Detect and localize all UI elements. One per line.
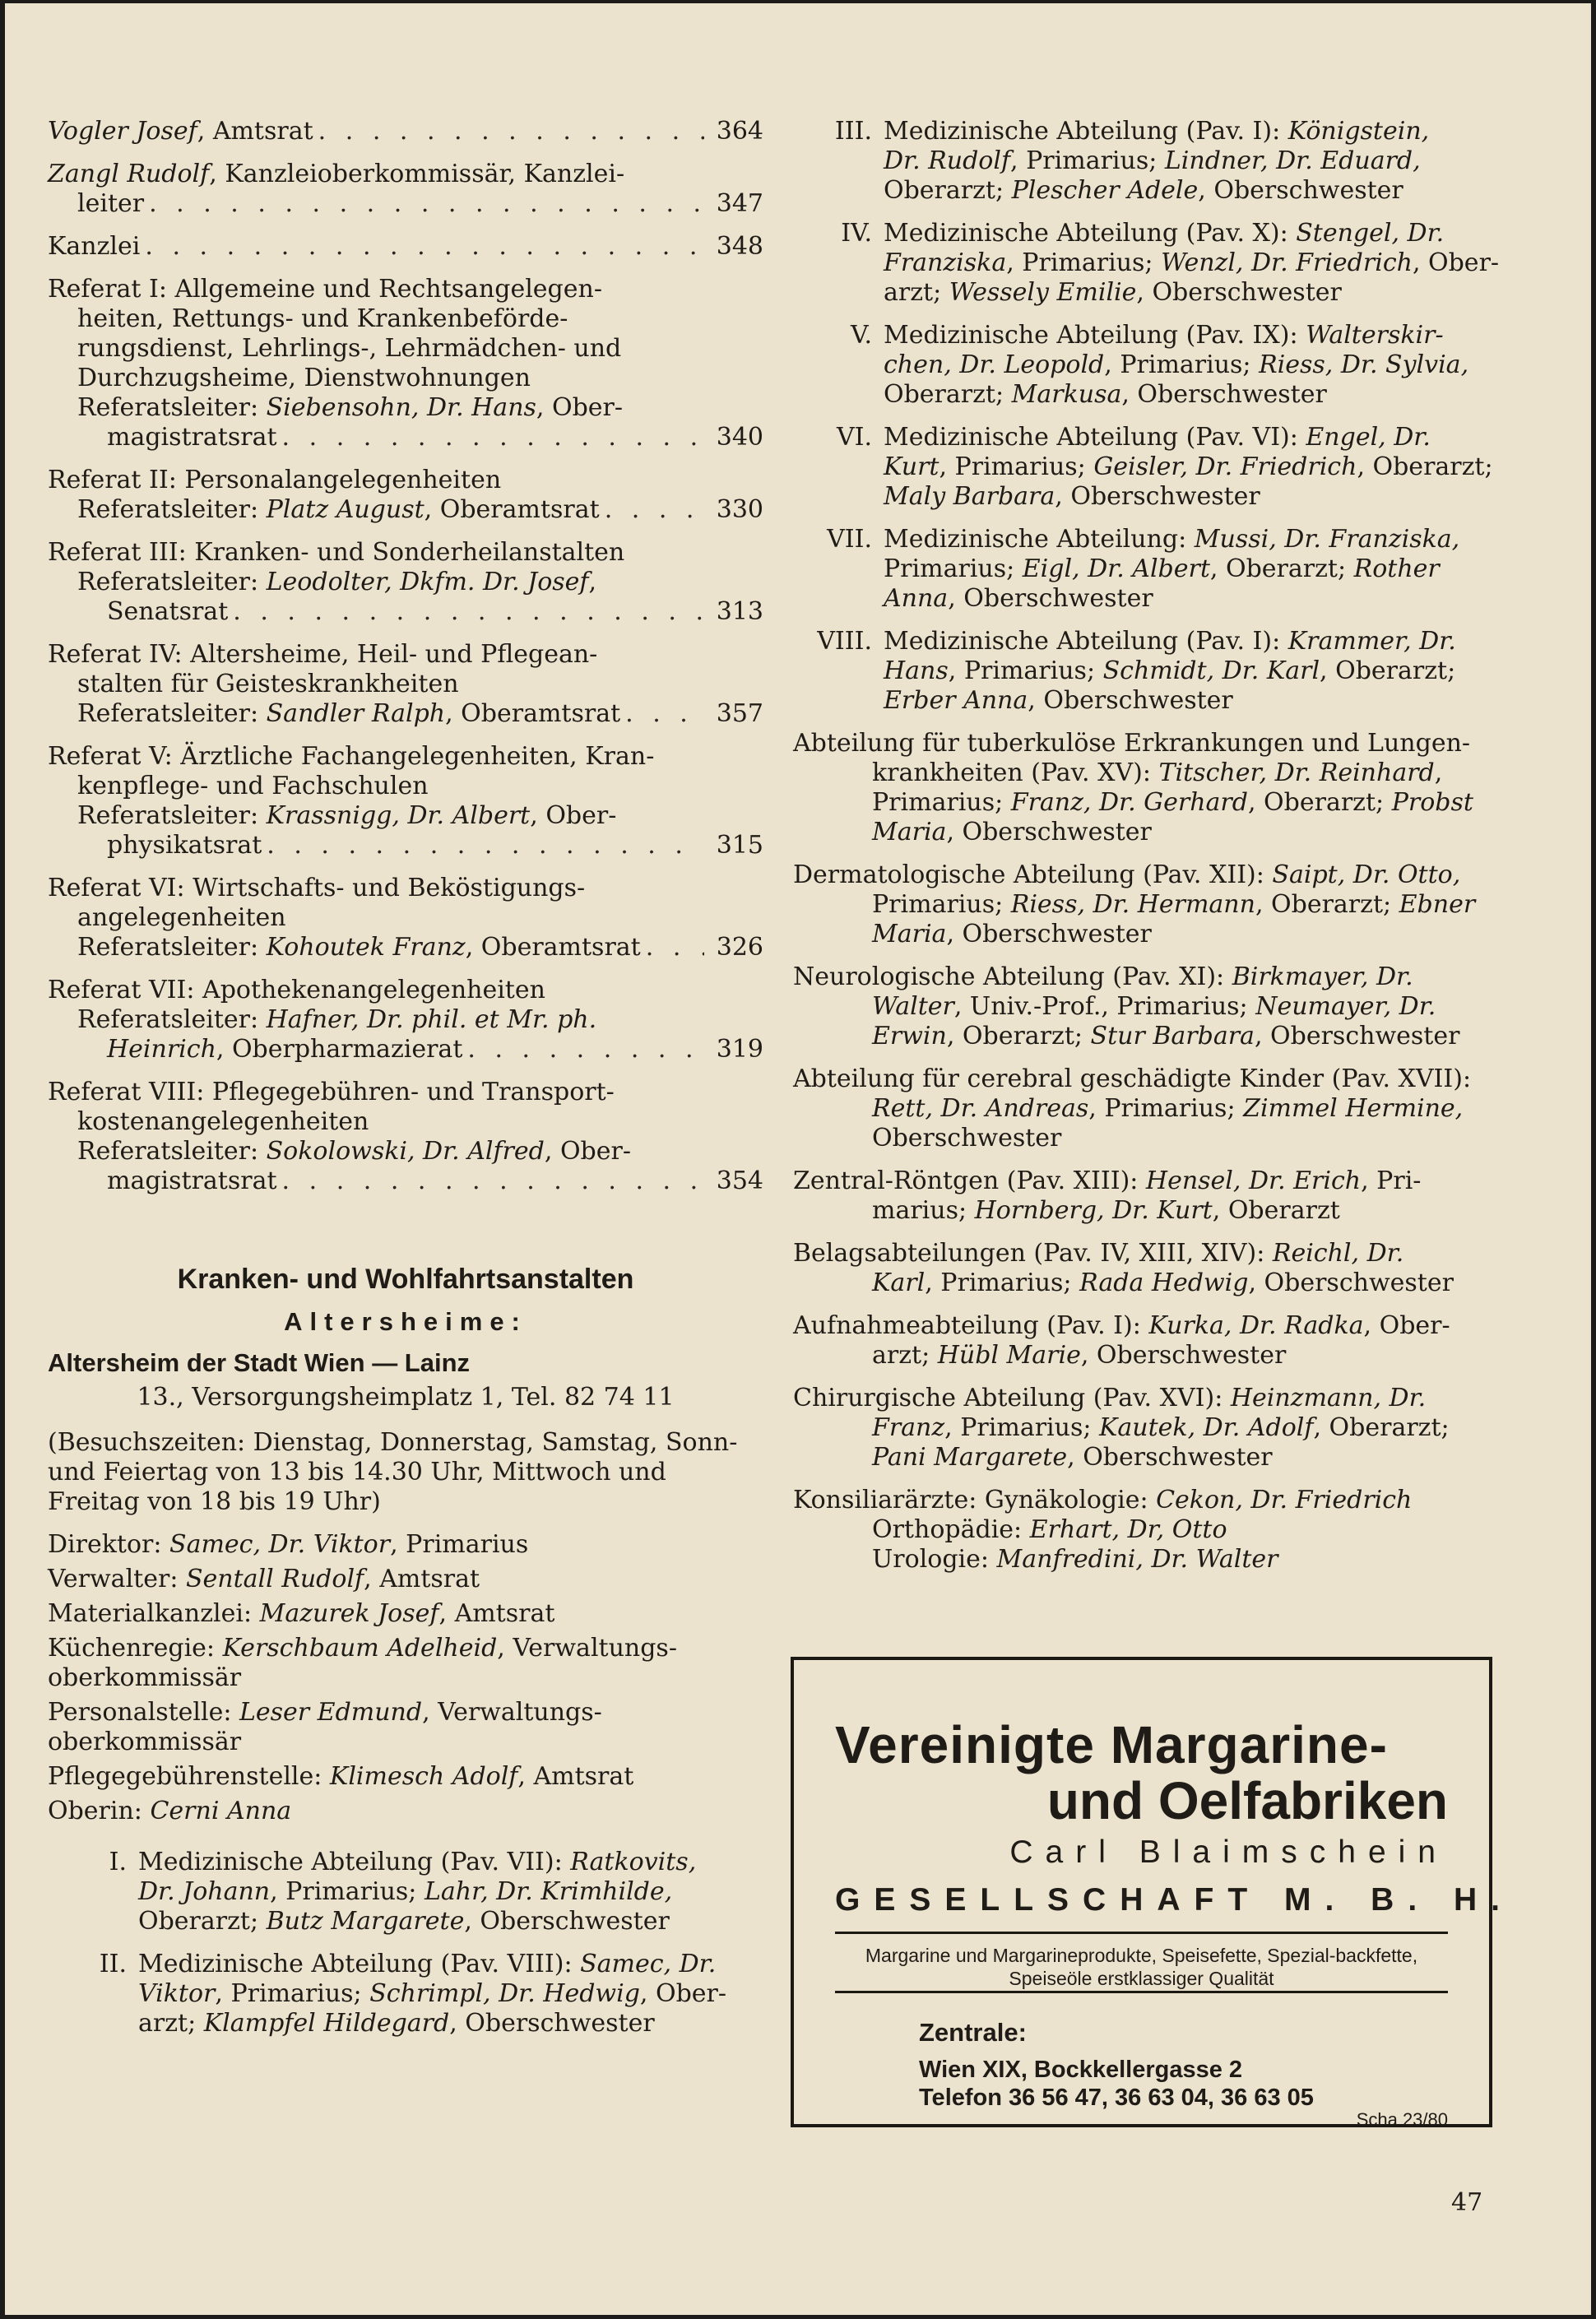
department-entry	[793, 219, 1509, 308]
person-name: Karl	[872, 1268, 926, 1297]
person-name: Plescher Adele	[1011, 176, 1199, 205]
ad-hq-label: Zentrale:	[919, 2018, 1027, 2047]
other-line: Oberschwester	[872, 1124, 1062, 1153]
person-name: Heinzmann, Dr.	[1230, 1384, 1427, 1412]
person-name: Hans	[884, 656, 949, 685]
staff-line: Küchenregie: Kerschbaum Adelheid, Verwaltungs-	[48, 1634, 677, 1663]
department-line: Oberarzt; Butz Margarete, Oberschwester	[138, 1907, 670, 1936]
spacer	[48, 1831, 763, 1848]
leader-line	[48, 189, 763, 219]
other-line: arzt; Hübl Marie, Oberschwester	[872, 1341, 1287, 1370]
dot-leader	[282, 423, 704, 452]
person-name: Dr. Rudolf	[884, 146, 1011, 175]
other-line: Zentral-Röntgen (Pav. XIII): Hensel, Dr. Erich, Pri-	[793, 1166, 1422, 1195]
referat-title: Referat III: Kranken- und Sonderheilanstalten	[48, 538, 625, 567]
staff-line: Pflegegebührenstelle: Klimesch Adolf, Amtsrat	[48, 1762, 634, 1791]
department-number: VII.	[827, 525, 872, 554]
department-number: VIII.	[817, 627, 872, 656]
referat-title-cont: angelegenheiten	[77, 903, 286, 932]
person-name: Neumayer, Dr.	[1255, 992, 1436, 1021]
person-name: Pani Margarete	[872, 1443, 1068, 1472]
index-entry	[48, 160, 763, 219]
person-name: Ratkovits,	[570, 1848, 697, 1876]
index-entry	[48, 640, 763, 729]
ad-divider	[835, 1991, 1448, 1993]
person-name: Mazurek Josef	[259, 1599, 439, 1628]
dot-leader	[318, 117, 704, 146]
person-name: Erhart, Dr, Otto	[1029, 1515, 1227, 1544]
dot-leader	[233, 597, 704, 627]
referatsleiter-line: Referatsleiter: Leodolter, Dkfm. Dr. Josef,	[77, 568, 597, 596]
page-ref: 330	[716, 495, 763, 524]
department-line: Maly Barbara, Oberschwester	[884, 482, 1260, 511]
department-number: II.	[99, 1950, 127, 1978]
person-name: Probst	[1391, 788, 1473, 817]
person-name: Rother	[1353, 554, 1440, 583]
department-body	[138, 1848, 763, 1936]
advertisement-box	[791, 1657, 1514, 2130]
department-line: Franziska, Primarius; Wenzl, Dr. Friedrich, Ober-	[884, 248, 1500, 277]
staff-line: Direktor: Samec, Dr. Viktor, Primarius	[48, 1530, 529, 1559]
department-line: Anna, Oberschwester	[884, 584, 1153, 613]
department-number: IV.	[841, 219, 872, 248]
staff-entry	[48, 1797, 763, 1826]
visiting-line: und Feiertag von 13 bis 14.30 Uhr, Mittwoch und	[48, 1458, 666, 1486]
person-name: Manfredini, Dr. Walter	[996, 1545, 1278, 1574]
person-name: Walter	[872, 992, 954, 1021]
other-line: Abteilung für tuberkulöse Erkrankungen und Lungen-	[793, 729, 1471, 758]
person-name: Heinrich	[107, 1035, 216, 1064]
index-entry	[48, 275, 763, 452]
leader-line	[48, 831, 763, 860]
staff-line-cont: oberkommissär	[48, 1663, 242, 1692]
person-name: Viktor	[138, 1979, 216, 2008]
person-name: Sandler Ralph	[266, 699, 446, 728]
person-name: Cerni Anna	[150, 1797, 292, 1825]
other-line: Abteilung für cerebral geschädigte Kinder (Pav. XVII):	[793, 1064, 1472, 1093]
index-entry	[48, 117, 763, 146]
other-entry	[793, 1239, 1509, 1298]
index-entry	[48, 466, 763, 525]
department-line: Medizinische Abteilung (Pav. VIII): Samec, Dr.	[138, 1950, 717, 1978]
person-name: Riess, Dr. Sylvia,	[1259, 350, 1469, 379]
department-line: Medizinische Abteilung (Pav. I): Königstein,	[884, 117, 1430, 146]
person-name: Franz	[872, 1413, 945, 1442]
department-body	[884, 219, 1509, 308]
leader-line	[48, 1035, 763, 1064]
department-number: I.	[109, 1848, 127, 1876]
person-name: Kerschbaum Adelheid	[222, 1634, 498, 1663]
person-name: Wenzl, Dr. Friedrich	[1161, 248, 1413, 277]
page-ref: 347	[716, 189, 763, 218]
other-line: Orthopädie: Erhart, Dr, Otto	[872, 1515, 1227, 1544]
department-line: Dr. Johann, Primarius; Lahr, Dr. Krimhilde,	[138, 1877, 673, 1906]
person-name: Klampfel Hildegard	[203, 2009, 450, 2038]
department-body	[138, 1950, 763, 2038]
leader-line	[48, 117, 763, 146]
department-line: Medizinische Abteilung: Mussi, Dr. Franziska,	[884, 525, 1460, 554]
staff-line: Personalstelle: Leser Edmund, Verwaltungs-	[48, 1698, 602, 1727]
ad-code: Scha 23/80	[1356, 2109, 1448, 2130]
leader-text: Senatsrat	[107, 597, 229, 626]
index-entry	[48, 976, 763, 1064]
department-line: Hans, Primarius; Schmidt, Dr. Karl, Oberarzt;	[884, 656, 1456, 685]
department-body	[884, 627, 1509, 716]
referatsleiter-line: Referatsleiter: Siebensohn, Dr. Hans, Ober-	[77, 393, 624, 422]
referat-title: Referat V: Ärztliche Fachangelegenheiten, Kran-	[48, 742, 655, 771]
person-name: Franziska	[884, 248, 1007, 277]
person-name: Lindner, Dr. Eduard,	[1164, 146, 1421, 175]
person-name: Birkmayer, Dr.	[1232, 962, 1413, 991]
page-ref: 364	[716, 117, 763, 146]
person-name: Königstein,	[1287, 117, 1430, 146]
other-line: Belagsabteilungen (Pav. IV, XIII, XIV): Reichl, Dr.	[793, 1239, 1404, 1268]
leader-text: physikatsrat	[107, 831, 262, 860]
person-name: Geisler, Dr. Friedrich	[1093, 452, 1357, 481]
index-entry	[48, 1078, 763, 1196]
person-name: Samec, Dr.	[580, 1950, 717, 1978]
person-name: Cekon, Dr. Friedrich	[1156, 1486, 1413, 1514]
other-line: Pani Margarete, Oberschwester	[872, 1443, 1273, 1472]
department-line: Medizinische Abteilung (Pav. VII): Ratkovits,	[138, 1848, 697, 1876]
ad-owner: Carl Blaimschein	[1009, 1834, 1448, 1870]
index-entry	[48, 232, 763, 262]
leader-text: magistratsrat	[107, 1166, 277, 1195]
department-line: Dr. Rudolf, Primarius; Lindner, Dr. Eduard,	[884, 146, 1421, 175]
person-name: Krammer, Dr.	[1287, 627, 1456, 656]
department-line: Medizinische Abteilung (Pav. X): Stengel, Dr.	[884, 219, 1445, 248]
person-name: Wessely Emilie	[949, 278, 1137, 307]
department-line: Medizinische Abteilung (Pav. IX): Walterskir-	[884, 321, 1444, 350]
person-name: Hübl Marie	[937, 1341, 1081, 1370]
department-line: chen, Dr. Leopold, Primarius; Riess, Dr. Sylvia,	[884, 350, 1469, 379]
department-body	[884, 423, 1509, 512]
person-name: Zimmel Hermine,	[1243, 1094, 1464, 1123]
staff-entry	[48, 1565, 763, 1594]
other-entry	[793, 729, 1509, 847]
ad-phone: Telefon 36 56 47, 36 63 04, 36 63 05	[919, 2085, 1314, 2111]
leader-line	[48, 597, 763, 627]
referatsleiter-line: Referatsleiter: Hafner, Dr. phil. et Mr. ph.	[77, 1005, 597, 1034]
department-line: Medizinische Abteilung (Pav. I): Krammer, Dr.	[884, 627, 1456, 656]
department-line: Oberarzt; Plescher Adele, Oberschwester	[884, 176, 1403, 205]
visiting-hours	[48, 1428, 763, 1517]
right-column	[793, 117, 1509, 1588]
person-name: Hensel, Dr. Erich	[1145, 1166, 1362, 1195]
person-name: Riess, Dr. Hermann	[1010, 890, 1255, 919]
staff-entry	[48, 1634, 763, 1693]
other-entry	[793, 1166, 1509, 1226]
dot-leader	[625, 699, 704, 729]
staff-line: Materialkanzlei: Mazurek Josef, Amtsrat	[48, 1599, 555, 1628]
other-line: krankheiten (Pav. XV): Titscher, Dr. Reinhard,	[872, 758, 1443, 787]
person-name: Markusa	[1011, 380, 1122, 409]
referat-title-cont: heiten, Rettungs- und Krankenbeförde-	[77, 304, 568, 333]
person-name: Leodolter, Dkfm. Dr. Josef	[266, 568, 589, 596]
leader-line	[48, 933, 763, 962]
department-entry	[793, 117, 1509, 206]
department-line: Viktor, Primarius; Schrimpl, Dr. Hedwig, Ober-	[138, 1979, 727, 2008]
dot-leader	[467, 1035, 704, 1064]
person-name: Sokolowski, Dr. Alfred	[266, 1137, 545, 1166]
subsection-heading: Altersheime:	[284, 1307, 527, 1336]
page-ref: 313	[716, 597, 763, 626]
leader-text: Referatsleiter: Platz August, Oberamtsrat	[77, 495, 600, 524]
other-line: Aufnahmeabteilung (Pav. I): Kurka, Dr. Radka, Ober-	[793, 1311, 1450, 1340]
ad-title-line1: Vereinigte Margarine-	[835, 1715, 1388, 1774]
other-entry	[793, 860, 1509, 949]
referatsleiter-line: Referatsleiter: Sokolowski, Dr. Alfred, Ober-	[77, 1137, 631, 1166]
referat-title: Referat VI: Wirtschafts- und Beköstigungs-	[48, 874, 586, 902]
person-name: Kurt	[884, 452, 940, 481]
department-line: Primarius; Eigl, Dr. Albert, Oberarzt; Rother	[884, 554, 1440, 583]
other-entry	[793, 1064, 1509, 1153]
department-entry	[793, 525, 1509, 614]
person-name: Ebner	[1399, 890, 1476, 919]
department-line: Kurt, Primarius; Geisler, Dr. Friedrich, Oberarzt;	[884, 452, 1493, 481]
person-name: Stur Barbara	[1090, 1022, 1255, 1051]
other-entry	[793, 1384, 1509, 1473]
section-heading: Kranken- und Wohlfahrtsanstalten	[177, 1264, 634, 1295]
ad-company: GESELLSCHAFT M. B. H.	[835, 1882, 1514, 1918]
department-entry	[793, 321, 1509, 410]
other-line: Walter, Univ.-Prof., Primarius; Neumayer, Dr.	[872, 992, 1436, 1021]
department-entry	[793, 627, 1509, 716]
referat-title-cont: kostenangelegenheiten	[77, 1107, 369, 1136]
department-body	[884, 117, 1509, 206]
person-name: Walterskir-	[1306, 321, 1444, 350]
person-name: Maria	[872, 920, 947, 948]
other-entry	[793, 962, 1509, 1051]
person-name: Leser Edmund	[239, 1698, 423, 1727]
department-number: III.	[834, 117, 872, 146]
leader-line	[48, 232, 763, 262]
other-line: Neurologische Abteilung (Pav. XI): Birkmayer, Dr.	[793, 962, 1413, 991]
index-entry	[48, 874, 763, 962]
person-name: Platz August	[266, 495, 425, 524]
other-line: Franz, Primarius; Kautek, Dr. Adolf, Oberarzt;	[872, 1413, 1450, 1442]
referat-title: Referat IV: Altersheime, Heil- und Pflegean-	[48, 640, 598, 669]
other-line: Chirurgische Abteilung (Pav. XVI): Heinzmann, Dr.	[793, 1384, 1427, 1412]
person-name: Hornberg, Dr. Kurt	[974, 1196, 1213, 1225]
department-line: Erber Anna, Oberschwester	[884, 686, 1233, 715]
referat-title-cont: stalten für Geisteskrankheiten	[77, 670, 459, 698]
staff-line: Oberin: Cerni Anna	[48, 1797, 292, 1825]
leader-text: magistratsrat	[107, 423, 277, 452]
person-name: Klimesch Adolf	[329, 1762, 518, 1791]
document-page	[5, 3, 1591, 2315]
page-ref: 326	[716, 933, 763, 962]
person-name: Saipt, Dr. Otto,	[1272, 860, 1461, 889]
institution-address: 13., Versorgungsheimplatz 1, Tel. 82 74 11	[137, 1383, 675, 1412]
person-name: Eigl, Dr. Albert	[1022, 554, 1210, 583]
person-name: Siebensohn, Dr. Hans	[266, 393, 536, 422]
page-ref: 357	[716, 699, 763, 728]
referat-title: Referat I: Allgemeine und Rechtsangelegen-	[48, 275, 602, 304]
staff-entry	[48, 1599, 763, 1629]
person-name: Sentall Rudolf	[185, 1565, 364, 1593]
person-name: Hafner, Dr. phil. et Mr. ph.	[266, 1005, 597, 1034]
person-name: Titscher, Dr. Reinhard	[1158, 758, 1435, 787]
person-name: chen, Dr. Leopold	[884, 350, 1105, 379]
visiting-line: Freitag von 18 bis 19 Uhr)	[48, 1487, 381, 1516]
other-entry	[793, 1486, 1509, 1575]
referat-title: Referat VIII: Pflegegebühren- und Transport-	[48, 1078, 615, 1106]
institution-name: Altersheim der Stadt Wien — Lainz	[48, 1348, 471, 1377]
leader-line	[48, 1166, 763, 1196]
person-name: Kohoutek Franz	[266, 933, 466, 962]
leader-line	[48, 423, 763, 452]
person-name: Samec, Dr. Viktor	[169, 1530, 391, 1559]
leader-text: Vogler Josef, Amtsrat	[48, 117, 313, 146]
department-entry	[48, 1848, 763, 1936]
department-number: V.	[851, 321, 872, 350]
department-body	[884, 525, 1509, 614]
person-name: Maly Barbara	[884, 482, 1055, 511]
dot-leader	[149, 189, 704, 219]
referat-title-cont: kenpflege- und Fachschulen	[77, 772, 429, 800]
person-name: Maria	[872, 818, 947, 846]
ad-title-line2: und Oelfabriken	[1046, 1771, 1448, 1830]
referatsleiter-line: Referatsleiter: Krassnigg, Dr. Albert, Ober-	[77, 801, 617, 830]
person-name: Rett, Dr. Andreas	[872, 1094, 1089, 1123]
leader-text: Heinrich, Oberpharmazierat	[107, 1035, 463, 1064]
staff-entry	[48, 1698, 763, 1757]
other-line: Erwin, Oberarzt; Stur Barbara, Oberschwester	[872, 1022, 1460, 1051]
referat-title-cont: rungsdienst, Lehrlings-, Lehrmädchen- und	[77, 334, 622, 363]
department-line: arzt; Wessely Emilie, Oberschwester	[884, 278, 1342, 307]
department-line: Medizinische Abteilung (Pav. VI): Engel, Dr.	[884, 423, 1431, 452]
person-name: Reichl, Dr.	[1272, 1239, 1404, 1268]
person-name: Anna	[884, 584, 949, 613]
leader-text: Referatsleiter: Kohoutek Franz, Oberamtsrat	[77, 933, 641, 962]
dot-leader	[605, 495, 704, 525]
staff-line-cont: oberkommissär	[48, 1728, 242, 1756]
other-line: Rett, Dr. Andreas, Primarius; Zimmel Hermine,	[872, 1094, 1464, 1123]
person-name: Krassnigg, Dr. Albert	[266, 801, 531, 830]
person-name: Erber Anna	[884, 686, 1028, 715]
staff-line: Verwalter: Sentall Rudolf, Amtsrat	[48, 1565, 480, 1593]
referat-title: Referat II: Personalangelegenheiten	[48, 466, 502, 494]
person-name: Kautek, Dr. Adolf	[1099, 1413, 1314, 1442]
other-line: Urologie: Manfredini, Dr. Walter	[872, 1545, 1278, 1574]
entry-line: Zangl Rudolf, Kanzleioberkommissär, Kanzlei-	[48, 160, 625, 188]
dot-leader	[145, 232, 704, 262]
ad-products: Margarine und Margarineprodukte, Speisefette, Spezial-backfette, Speiseöle erstklassiger Qualität	[865, 1945, 1418, 1989]
page-ref: 315	[716, 831, 763, 860]
ad-divider	[835, 1932, 1448, 1934]
left-column	[48, 117, 763, 2052]
referat-title: Referat VII: Apothekenangelegenheiten	[48, 976, 545, 1004]
index-entry	[48, 742, 763, 860]
dot-leader	[267, 831, 704, 860]
leader-text: Referatsleiter: Sandler Ralph, Oberamtsrat	[77, 699, 621, 728]
department-number: VI.	[836, 423, 872, 452]
person-name: Zangl Rudolf	[48, 160, 210, 188]
other-line: Maria, Oberschwester	[872, 818, 1152, 846]
person-name: Stengel, Dr.	[1296, 219, 1445, 248]
leader-line	[48, 699, 763, 729]
other-line: Primarius; Franz, Dr. Gerhard, Oberarzt; Probst	[872, 788, 1473, 817]
referat-title-cont: Durchzugsheime, Dienstwohnungen	[77, 364, 531, 392]
department-line: arzt; Klampfel Hildegard, Oberschwester	[138, 2009, 655, 2038]
other-line: marius; Hornberg, Dr. Kurt, Oberarzt	[872, 1196, 1340, 1225]
page-ref: 340	[716, 423, 763, 452]
person-name: Kurka, Dr. Radka	[1148, 1311, 1364, 1340]
department-entry	[793, 423, 1509, 512]
other-line: Dermatologische Abteilung (Pav. XII): Saipt, Dr. Otto,	[793, 860, 1461, 889]
staff-entry	[48, 1530, 763, 1560]
person-name: Engel, Dr.	[1306, 423, 1431, 452]
person-name: Vogler Josef	[48, 117, 197, 146]
department-body	[884, 321, 1509, 410]
person-name: Mussi, Dr. Franziska,	[1194, 525, 1460, 554]
person-name: Erwin	[872, 1022, 947, 1051]
page-ref: 354	[716, 1166, 763, 1195]
department-line: Oberarzt; Markusa, Oberschwester	[884, 380, 1327, 409]
ad-address: Wien XIX, Bockkellergasse 2	[919, 2057, 1243, 2083]
page-ref: 348	[716, 232, 763, 261]
leader-text: Kanzlei	[48, 232, 141, 261]
other-line: Karl, Primarius; Rada Hedwig, Oberschwester	[872, 1268, 1454, 1297]
visiting-line: (Besuchszeiten: Dienstag, Donnerstag, Samstag, Sonn-	[48, 1428, 738, 1457]
other-line: Maria, Oberschwester	[872, 920, 1152, 948]
dot-leader	[646, 933, 704, 962]
person-name: Rada Hedwig	[1079, 1268, 1249, 1297]
page-ref: 319	[716, 1035, 763, 1064]
other-entry	[793, 1311, 1509, 1371]
other-line: Primarius; Riess, Dr. Hermann, Oberarzt; Ebner	[872, 890, 1476, 919]
other-line: Konsiliarärzte: Gynäkologie: Cekon, Dr. Friedrich	[793, 1486, 1413, 1514]
staff-entry	[48, 1762, 763, 1792]
department-entry	[48, 1950, 763, 2038]
dot-leader	[282, 1166, 704, 1196]
page-number: 47	[1451, 2188, 1483, 2217]
person-name: Schrimpl, Dr. Hedwig	[369, 1979, 640, 2008]
person-name: Schmidt, Dr. Karl	[1102, 656, 1320, 685]
person-name: Lahr, Dr. Krimhilde,	[424, 1877, 673, 1906]
leader-text: leiter	[77, 189, 145, 218]
index-entry	[48, 538, 763, 627]
person-name: Franz, Dr. Gerhard	[1010, 788, 1248, 817]
person-name: Butz Margarete	[266, 1907, 465, 1936]
leader-line	[48, 495, 763, 525]
person-name: Dr. Johann	[138, 1877, 271, 1906]
